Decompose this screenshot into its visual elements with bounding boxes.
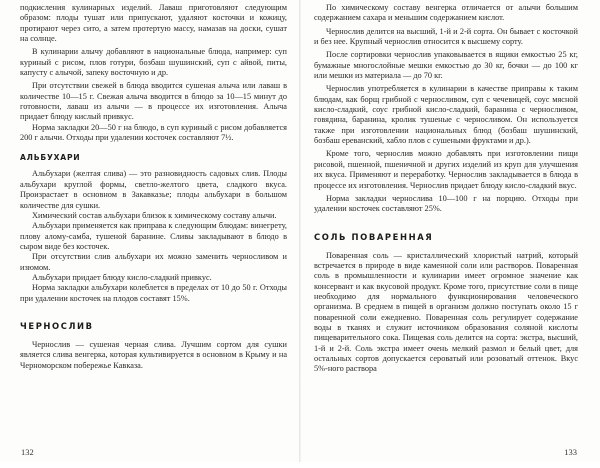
- page-number-left: 132: [21, 447, 34, 457]
- left-paragraph-4: Норма закладки 20—50 г на блюдо, в суп куриный с рисом добавляется 200 г алычи. Отходы при удалении косточек составляют 7½.: [20, 122, 287, 143]
- page-bottom-margin: [0, 462, 600, 468]
- section-heading-chernosliv: ЧЕРНОСЛИВ: [20, 320, 94, 331]
- albukhari-paragraph-5: Альбухари придает блюду кисло-сладкий привкус.: [32, 272, 212, 282]
- salt-paragraph-1: Поваренная соль — кристаллический хлористый натрий, который встречается в природе в виде каменной соли или растворов. Поваренная соль в промышленности и кулинарии имеет огромное значение как консервант и как вкусовой продукт. Кроме того, присутствие соли в пище необходимо для нормального функционирования человеческого организма. В среднем в пищей в организм должно поступать около 15 г поваренной соли ежедневно. Поваренная соль регулирует содержание воды в тканях и служит источником образования соляной кислоты пищеварительного сока. Пищевая соль делится на сорта: экстра, высший, 1-й и 2-й. Соль экстра имеет очень мелкий размол и белый цвет, для остальных сортов допускается сероватый или розоватый оттенок. Вкус 5%-ного раствора: [314, 250, 578, 374]
- albukhari-paragraph-4: При отсутствии слив альбухари их можно заменить черносливом и изюмом.: [20, 252, 287, 272]
- albukhari-paragraph-6: Норма закладки альбухари колеблется в пределах от 10 до 50 г. Отходы при удалении косточек на плодов составят 15%.: [20, 283, 287, 303]
- right-page: [300, 0, 600, 468]
- left-paragraph-1: подкисления кулинарных изделий. Лаваш приготовляют следующим образом: плоды тушат или припускают, удаляют косточки и кожицу, протирают через сито, а затем протертую массу, намазав на доски, сушат на солнце.: [20, 3, 287, 44]
- right-paragraph-6: Норма закладки чернослива 10—100 г на порцию. Отходы при удалении косточек составляют 25%.: [314, 193, 578, 214]
- right-paragraph-2: Чернослив делится на высший, 1-й и 2-й сорта. Он бывает с косточкой и без нее. Крупный чернослив относится к высшему сорту.: [314, 26, 578, 47]
- right-paragraph-3: После сортировки чернослив упаковывается в ящики емкостью 25 кг, бумажные многослойные мешки емкостью до 30 кг, бочки — до 100 кг или мешки из материала — до 70 кг.: [314, 50, 578, 81]
- left-paragraph-3: При отсутствии свежей в блюда вводится сушеная алыча или лаваш в количестве 10—15 г. Свежая алыча вводится в блюдо за 10—15 минут до готовности, лаваш из алычи — в процессе их изготовления. Алыча придает блюду кислый привкус.: [20, 81, 287, 122]
- section-heading-salt: СОЛЬ ПОВАРЕННАЯ: [314, 231, 434, 242]
- page-number-right: 133: [564, 447, 577, 457]
- section-heading-albukhari: АЛЬБУХАРИ: [20, 153, 81, 163]
- right-paragraph-1: По химическому составу венгерка отличается от алычи большим содержанием сахара и меньшим содержанием кислот.: [314, 3, 578, 23]
- albukhari-paragraph-2: Химический состав альбухари близок к химическому составу алычи.: [32, 210, 277, 220]
- right-paragraph-4: Чернослив употребляется в кулинарии в качестве приправы к таким блюдам, как борщ грибной с черносливом, суп с чечевицей, соус мясной кисло-сладкий, соус грибной кисло-сладкий, баранина с черносливом, говядина, баранина, кролик тушеные с черносливом. Он используется также при изготовлении национальных блюд (бозбаш шушинский, бозбаш ереванский, хабло плов с сушеными фруктами и др.).: [314, 84, 578, 146]
- albukhari-paragraph-1: Альбухари (желтая слива) — это разновидность садовых слив. Плоды альбухари круглой формы, светло-желтого цвета, сладкого вкуса. Произрастает в основном в Закавказье; плоды альбухари в большом количестве для сушки.: [20, 169, 287, 210]
- right-paragraph-5: Кроме того, чернослив можно добавлять при изготовлении пищи рисовой, пшенной, пшеничной и других изделий из круп для улучшения их вкуса. Применяют и переработку. Чернослив закладывается в блюда в процессе их изготовления. Чернослив придает блюду кисло-сладкий вкус.: [314, 149, 578, 190]
- left-paragraph-2: В кулинарии алычу добавляют в национальные блюда, например: суп куриный с рисом, плов готури, бозбаш шушинский, суп с айвой, питы, капусту с алычой, запеку восточную и др.: [20, 47, 287, 78]
- chernosliv-paragraph-1: Чернослив — сушеная черная слива. Лучшим сортом для сушки является слива венгерка, которая культивируется в основном в Крыму и на Черноморском побережье Кавказа.: [20, 339, 287, 370]
- albukhari-paragraph-3: Альбухари применяется как приправа к следующим блюдам: винегрету, плову алому-самба, тушеной баранине. Сливы закладывают в блюдо в сыром виде без косточек.: [20, 221, 287, 251]
